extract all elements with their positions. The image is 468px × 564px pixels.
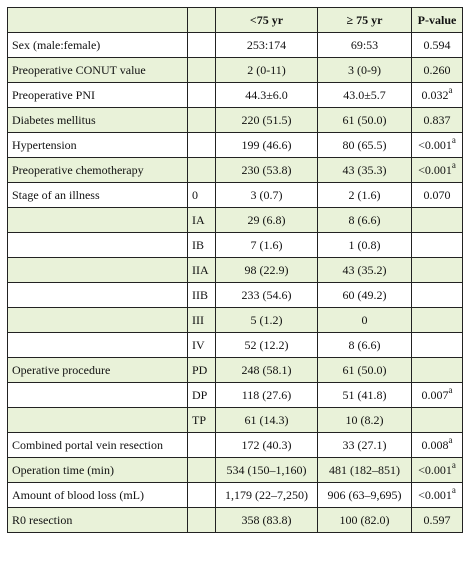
row-pvalue-cell [412, 483, 463, 508]
row-young-cell [216, 458, 318, 483]
row-young-cell [216, 333, 318, 358]
row-young-cell [216, 33, 318, 58]
row-pvalue-cell [412, 208, 463, 233]
table-row [8, 283, 463, 308]
row-old-cell [318, 133, 412, 158]
row-old-cell [318, 383, 412, 408]
row-old-cell [318, 283, 412, 308]
row-pvalue-cell-text: 0.070 [423, 187, 451, 202]
row-old-cell-text: 69:53 [350, 37, 379, 52]
row-pvalue-cell-text: 0.837 [423, 112, 451, 127]
row-sub-cell [188, 158, 216, 183]
row-sub-cell [188, 408, 216, 433]
row-label-cell [8, 283, 188, 308]
row-young-cell [216, 133, 318, 158]
row-sub-cell-text: TP [192, 412, 207, 427]
row-old-cell-text: 61 (50.0) [342, 112, 387, 127]
row-sub-cell-text: DP [192, 387, 208, 402]
row-pvalue-cell [412, 33, 463, 58]
row-old-cell-text: 51 (41.8) [342, 387, 387, 402]
row-pvalue-cell [412, 358, 463, 383]
row-pvalue-cell-text: 0.594 [423, 37, 451, 52]
row-young-cell-text: 233 (54.6) [241, 287, 292, 302]
row-old-cell [318, 258, 412, 283]
row-pvalue-cell [412, 133, 463, 158]
row-old-cell-text: 43 (35.3) [342, 162, 387, 177]
row-young-cell [216, 308, 318, 333]
row-label-cell [8, 433, 188, 458]
row-young-cell-text: 118 (27.6) [241, 387, 292, 402]
row-label-cell-text: Amount of blood loss (mL) [12, 487, 144, 502]
row-young-cell [216, 258, 318, 283]
row-label-cell [8, 83, 188, 108]
row-old-cell [318, 433, 412, 458]
row-young-cell-text: 220 (51.5) [241, 112, 292, 127]
row-sub-cell [188, 283, 216, 308]
row-pvalue-cell [412, 283, 463, 308]
row-label-cell [8, 233, 188, 258]
row-label-cell-text: Combined portal vein resection [12, 437, 163, 452]
row-pvalue-cell [412, 233, 463, 258]
row-sub-cell [188, 383, 216, 408]
table-row [8, 233, 463, 258]
row-old-cell [318, 158, 412, 183]
row-old-cell [318, 408, 412, 433]
row-young-cell-text: 199 (46.6) [241, 137, 292, 152]
row-pvalue-cell-text: <0.001 [418, 462, 452, 477]
row-old-cell-text: 0 [361, 312, 368, 327]
row-label-cell-text: Operation time (min) [12, 462, 114, 477]
row-pvalue-cell [412, 508, 463, 533]
row-sub-cell-text: PD [192, 362, 208, 377]
table-row [8, 458, 463, 483]
row-old-cell-text: 100 (82.0) [339, 512, 390, 527]
row-sub-cell [188, 108, 216, 133]
row-label-cell-text: Diabetes mellitus [12, 112, 96, 127]
row-pvalue-cell [412, 383, 463, 408]
row-sub-cell-text: 0 [192, 187, 198, 202]
comparison-table [7, 7, 463, 533]
row-young-cell-text: 29 (6.8) [247, 212, 286, 227]
row-sub-cell [188, 358, 216, 383]
row-label-cell [8, 333, 188, 358]
row-pvalue-cell-text: 0.260 [423, 62, 451, 77]
row-label-cell [8, 158, 188, 183]
row-sub-cell-text: IIB [192, 287, 208, 302]
row-old-cell [318, 33, 412, 58]
row-sub-cell [188, 83, 216, 108]
row-old-cell [318, 358, 412, 383]
row-sub-cell-text: IIA [192, 262, 209, 277]
row-label-cell-text: Hypertension [12, 137, 77, 152]
table-row [8, 308, 463, 333]
significance-marker: a [451, 459, 456, 470]
row-old-cell [318, 308, 412, 333]
row-pvalue-cell-text: 0.008 [421, 437, 449, 452]
row-label-cell-text: Stage of an illness [12, 187, 100, 202]
row-young-cell-text: 44.3±6.0 [245, 87, 288, 102]
header-cell-sub [188, 8, 216, 33]
significance-marker: a [451, 484, 456, 495]
row-young-cell-text: 1,179 (22–7,250) [225, 487, 308, 502]
row-old-cell [318, 183, 412, 208]
row-young-cell [216, 508, 318, 533]
row-young-cell-text: 172 (40.3) [241, 437, 292, 452]
row-young-cell [216, 283, 318, 308]
row-label-cell [8, 33, 188, 58]
table-body [8, 33, 463, 533]
row-young-cell [216, 158, 318, 183]
row-young-cell-text: 52 (12.2) [244, 337, 289, 352]
header-cell-label [8, 8, 188, 33]
row-label-cell [8, 308, 188, 333]
row-young-cell [216, 383, 318, 408]
row-sub-cell [188, 483, 216, 508]
row-old-cell-text: 10 (8.2) [345, 412, 384, 427]
row-young-cell-text: 3 (0.7) [250, 187, 283, 202]
row-pvalue-cell-text: 0.597 [423, 512, 451, 527]
significance-marker: a [448, 84, 453, 95]
row-pvalue-cell [412, 58, 463, 83]
row-old-cell-text: 3 (0-9) [348, 62, 381, 77]
row-old-cell [318, 108, 412, 133]
row-sub-cell [188, 233, 216, 258]
row-label-cell [8, 58, 188, 83]
row-old-cell [318, 458, 412, 483]
row-young-cell-text: 5 (1.2) [250, 312, 283, 327]
row-label-cell [8, 108, 188, 133]
row-young-cell-text: 2 (0-11) [247, 62, 286, 77]
row-young-cell [216, 183, 318, 208]
table-row [8, 483, 463, 508]
row-old-cell-text: 8 (6.6) [348, 212, 381, 227]
row-label-cell-text: Preoperative PNI [12, 87, 95, 102]
row-old-cell [318, 483, 412, 508]
row-pvalue-cell-text: 0.007 [421, 387, 449, 402]
row-sub-cell [188, 58, 216, 83]
row-sub-cell-text: IA [192, 212, 205, 227]
row-pvalue-cell [412, 408, 463, 433]
row-young-cell-text: 61 (14.3) [244, 412, 289, 427]
row-label-cell [8, 208, 188, 233]
row-pvalue-cell [412, 183, 463, 208]
row-old-cell-text: 43.0±5.7 [343, 87, 386, 102]
row-pvalue-cell [412, 308, 463, 333]
row-young-cell [216, 58, 318, 83]
row-old-cell-text: 1 (0.8) [348, 237, 381, 252]
row-pvalue-cell [412, 333, 463, 358]
row-label-cell [8, 408, 188, 433]
header-cell-pvalue: P-value [412, 8, 463, 33]
table-row [8, 183, 463, 208]
row-young-cell [216, 408, 318, 433]
row-old-cell-text: 8 (6.6) [348, 337, 381, 352]
row-old-cell-text: 481 (182–851) [329, 462, 400, 477]
row-label-cell-text: Operative procedure [12, 362, 111, 377]
row-young-cell [216, 233, 318, 258]
row-label-cell-text: Sex (male:female) [12, 37, 101, 52]
row-pvalue-cell [412, 258, 463, 283]
row-sub-cell [188, 333, 216, 358]
table-row [8, 83, 463, 108]
row-old-cell [318, 333, 412, 358]
row-young-cell [216, 358, 318, 383]
row-old-cell [318, 208, 412, 233]
row-pvalue-cell-text: <0.001 [418, 487, 452, 502]
row-pvalue-cell [412, 83, 463, 108]
row-sub-cell [188, 208, 216, 233]
row-pvalue-cell [412, 433, 463, 458]
row-young-cell-text: 230 (53.8) [241, 162, 292, 177]
row-young-cell [216, 433, 318, 458]
row-young-cell [216, 483, 318, 508]
row-old-cell-text: 60 (49.2) [342, 287, 387, 302]
row-old-cell [318, 508, 412, 533]
significance-marker: a [448, 384, 453, 395]
row-sub-cell [188, 258, 216, 283]
significance-marker: a [451, 159, 456, 170]
row-pvalue-cell-text: <0.001 [418, 137, 452, 152]
row-old-cell [318, 233, 412, 258]
row-young-cell-text: 358 (83.8) [241, 512, 292, 527]
row-old-cell [318, 83, 412, 108]
table-row [8, 258, 463, 283]
row-label-cell [8, 183, 188, 208]
row-sub-cell [188, 308, 216, 333]
header-cell-old: ≥ 75 yr [318, 8, 412, 33]
table-row [8, 408, 463, 433]
row-sub-cell [188, 458, 216, 483]
significance-marker: a [448, 434, 453, 445]
row-sub-cell [188, 133, 216, 158]
row-young-cell [216, 208, 318, 233]
row-young-cell [216, 108, 318, 133]
row-label-cell-text: Preoperative chemotherapy [12, 162, 144, 177]
row-label-cell [8, 383, 188, 408]
row-sub-cell-text: III [192, 312, 204, 327]
row-old-cell-text: 2 (1.6) [348, 187, 381, 202]
row-sub-cell [188, 33, 216, 58]
significance-marker: a [451, 134, 456, 145]
table-header-row [8, 8, 463, 33]
row-label-cell-text: Preoperative CONUT value [12, 62, 146, 77]
row-sub-cell-text: IV [192, 337, 205, 352]
row-old-cell-text: 61 (50.0) [342, 362, 387, 377]
row-sub-cell-text: IB [192, 237, 204, 252]
header-cell-young: <75 yr [216, 8, 318, 33]
row-pvalue-cell-text: 0.032 [421, 87, 449, 102]
row-young-cell-text: 253:174 [246, 37, 287, 52]
row-old-cell-text: 80 (65.5) [342, 137, 387, 152]
row-label-cell [8, 258, 188, 283]
table-row [8, 208, 463, 233]
row-pvalue-cell-text: <0.001 [418, 162, 452, 177]
row-pvalue-cell [412, 158, 463, 183]
row-old-cell-text: 43 (35.2) [342, 262, 387, 277]
row-label-cell [8, 133, 188, 158]
table-row [8, 158, 463, 183]
row-label-cell [8, 458, 188, 483]
row-young-cell-text: 534 (150–1,160) [226, 462, 307, 477]
table-row [8, 333, 463, 358]
row-old-cell-text: 33 (27.1) [342, 437, 387, 452]
row-label-cell-text: R0 resection [12, 512, 73, 527]
table-row [8, 508, 463, 533]
table-row [8, 33, 463, 58]
row-sub-cell [188, 433, 216, 458]
row-young-cell-text: 7 (1.6) [250, 237, 283, 252]
row-sub-cell [188, 508, 216, 533]
row-pvalue-cell [412, 108, 463, 133]
row-label-cell [8, 508, 188, 533]
row-old-cell-text: 906 (63–9,695) [327, 487, 402, 502]
table-row [8, 58, 463, 83]
row-young-cell [216, 83, 318, 108]
row-young-cell-text: 98 (22.9) [244, 262, 289, 277]
table-row [8, 433, 463, 458]
row-old-cell [318, 58, 412, 83]
row-sub-cell [188, 183, 216, 208]
table-row [8, 133, 463, 158]
table-row [8, 108, 463, 133]
row-label-cell [8, 483, 188, 508]
row-pvalue-cell [412, 458, 463, 483]
row-label-cell [8, 358, 188, 383]
table-row [8, 358, 463, 383]
table-row [8, 383, 463, 408]
row-young-cell-text: 248 (58.1) [241, 362, 292, 377]
